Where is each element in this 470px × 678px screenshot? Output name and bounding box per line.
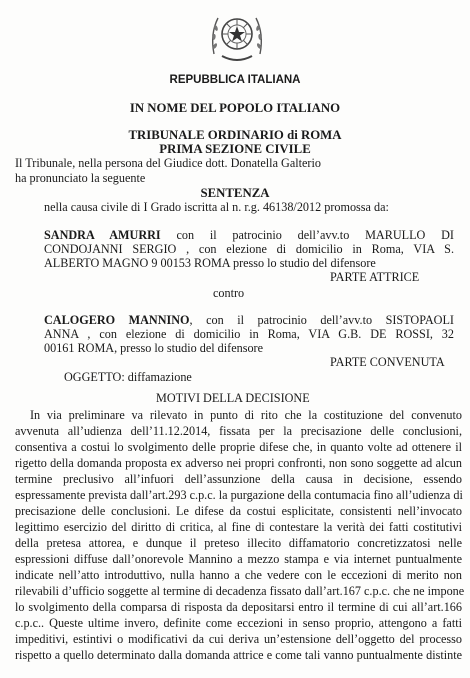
- attrice-role: PARTE ATTRICE: [330, 270, 420, 284]
- causa-line: nella causa civile di I Grado iscritta al n. r.g. 46138/2012 promossa da:: [44, 200, 389, 214]
- convenuta-role: PARTE CONVENUTA: [330, 355, 445, 369]
- body-line: c.p.c.. Queste ultime invero, definite come eccezioni in senso proprio, attengono a fatti: [15, 616, 462, 630]
- italian-republic-emblem-icon: [208, 4, 266, 66]
- attrice-name: SANDRA AMURRI: [44, 228, 161, 242]
- convenuta-name: CALOGERO MANNINO: [44, 313, 190, 327]
- motivi-heading: MOTIVI DELLA DECISIONE: [156, 391, 310, 405]
- attrice-line: ALBERTO MAGNO 9 00153 ROMA presso lo studio del difensore: [44, 256, 376, 270]
- body-line: lo svolgimento della comparsa di risposta da depositarsi entro il termine di cui all’art.166: [15, 600, 462, 614]
- attrice-line: CONDOJANNI SERGIO , con elezione di domicilio in Roma, VIA S.: [44, 242, 454, 256]
- body-line: impeditivi, estintivi o modificativi da cui deriva un’estensione dell’oggetto del processo: [15, 632, 462, 646]
- oggetto-line: OGGETTO: diffamazione: [64, 370, 192, 384]
- body-line: precisazione delle conclusioni. Le difese da costui esplicitate, consistenti nell’invocato: [15, 504, 462, 518]
- body-line: consentiva a costui lo svolgimento delle proprie difese che, in quanto volte ad ottenere il: [15, 440, 462, 454]
- sentenza-heading: SENTENZA: [200, 186, 270, 200]
- body-line: espressioni diffuse dall’onorevole Mannino a mezzo stampa e via internet puntualmente: [15, 552, 462, 566]
- body-line: termine preclusivo all’infuori dell’assunzione della causa in decisione, essendo: [15, 472, 462, 486]
- republic-heading: REPUBBLICA ITALIANA: [169, 74, 301, 86]
- attrice-patrocinio: con il patrocinio dell’avv.to MARULLO DI: [160, 228, 454, 242]
- body-line: avvenuta all’udienza dell’11.12.2014, fissata per la precisazione delle conclusioni,: [15, 424, 462, 438]
- convenuta-line: ANNA , con elezione di domicilio in Roma, VIA G.B. DE ROSSI, 32: [44, 327, 454, 341]
- body-line: In via preliminare va rilevato in punto di rito che la costituzione del convenuto: [30, 408, 462, 422]
- convenuta-patrocinio: , con il patrocinio dell’avv.to SISTOPAOLI: [189, 313, 454, 327]
- body-line: rispetto a quello determinato dalla domanda attrice e come tali vanno puntualmente distinte: [15, 648, 462, 662]
- convenuta-line: [44, 313, 454, 328]
- sezione-heading: PRIMA SEZIONE CIVILE: [159, 142, 311, 156]
- body-line: rilevabili d’ufficio soggette al termine di decadenza fissato dall’art.167 c.p.c. che ne impone: [15, 584, 465, 598]
- body-line: legittimo esercizio del diritto di critica, al fine di contestare la verità dei fatti costitutivi: [15, 520, 462, 534]
- body-line: della pretesa attorea, e dunque il preteso illecito diffamatorio concretizzatosi nelle: [15, 536, 462, 550]
- tribunale-heading: TRIBUNALE ORDINARIO di ROMA: [128, 128, 342, 142]
- body-line: rigetto della domanda proposta ex adverso nei propri confronti, non sono soggette ad alcun: [15, 456, 462, 470]
- attrice-line: [44, 228, 454, 243]
- contro-label: contro: [213, 286, 245, 300]
- intro-line: Il Tribunale, nella persona del Giudice dott. Donatella Galterio: [15, 156, 321, 170]
- body-line: indicate nell’atto introduttivo, nulla hanno a che vedere con le eccezioni di merito non: [15, 568, 462, 582]
- intro-line: ha pronunciato la seguente: [15, 171, 146, 185]
- convenuta-line: 00161 ROMA, presso lo studio del difensore: [44, 341, 264, 355]
- in-nome-heading: IN NOME DEL POPOLO ITALIANO: [129, 101, 341, 115]
- body-line: espressamente prevista dall’art.293 c.p.c. la purgazione della contumacia fino all’udienza di: [15, 488, 463, 502]
